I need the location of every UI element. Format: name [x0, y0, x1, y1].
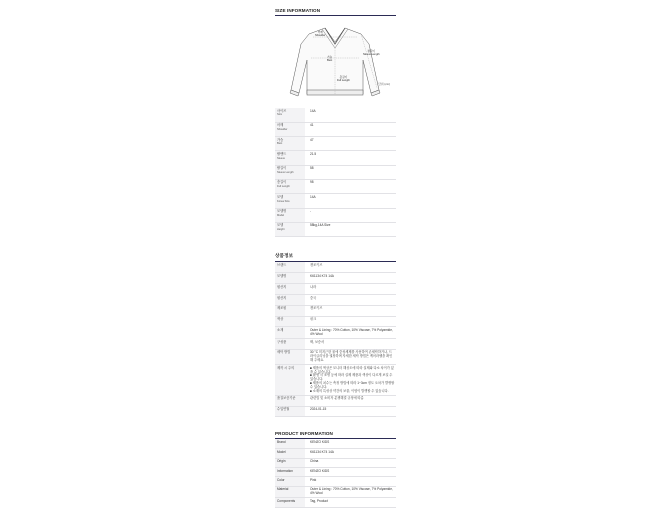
- row-label: Material: [275, 486, 305, 498]
- table-row: [275, 458, 396, 467]
- row-value: 택, 보증서: [310, 339, 325, 344]
- table-row: [275, 262, 396, 273]
- row-value: 58: [310, 166, 314, 171]
- row-value: 30 °C 미지근한 물에 중성세제를 사용하여 손세탁하거나, 드라이클리닝을 권장하며 자세한 세탁 방법은 케어라벨을 확인해 주세요.: [310, 350, 393, 362]
- row-value: 58kg,14A Size: [310, 223, 331, 228]
- row-label-ko: 팔길이: [277, 166, 287, 171]
- table-row: [275, 222, 396, 236]
- row-label: [275, 137, 305, 151]
- row-label-en: Height: [277, 228, 285, 232]
- sweater-diagram: [275, 20, 396, 104]
- table-row: [275, 477, 396, 486]
- row-value: ■ 제품의 색상은 모니터 해상도에 따라 실제와 다소 차이가 있을 수 있습니다. ■ 촬영 시 조명 등에 따라 실제 제품과 색상이 다르게 보일 수 있습니다. ■ 제품의 치수는 측정 방법에 따라 1~3cm 정도 오차가 발생할 수 있습니다. ■ 소재의 특성상 약간의 보풀, 이염이 발생할 수 있습니다.: [310, 365, 395, 393]
- row-value: Tag, Product: [310, 498, 328, 503]
- row-label-ko: 어깨: [277, 123, 284, 128]
- row-value: 2024-01-15: [310, 407, 327, 412]
- row-value: 41: [310, 123, 314, 128]
- row-value: Outer & Lining : 70% Cotton, 10% Viscose, 7% Polyamide, 4% Wool: [310, 327, 393, 336]
- row-value: 47: [310, 137, 314, 142]
- size-info-title: SIZE INFORMATION: [275, 0, 396, 16]
- table-row: [275, 349, 396, 364]
- table-row: [275, 194, 396, 208]
- row-value: 핑크: [310, 317, 317, 322]
- row-label: 제조원: [275, 305, 305, 316]
- table-row: [275, 273, 396, 284]
- row-value: 관련법 및 소비자 분쟁해결 규정에 따름: [310, 396, 364, 401]
- row-label-en: Shoulder: [277, 128, 288, 132]
- table-row: [275, 395, 396, 406]
- row-label: Brand: [275, 439, 305, 448]
- table-row: [275, 284, 396, 295]
- table-row: [275, 316, 396, 327]
- row-label: [275, 222, 305, 236]
- product-info-en-title: PRODUCT INFORMATION: [275, 423, 396, 439]
- table-row: [275, 295, 396, 306]
- table-row: [275, 498, 396, 507]
- row-value: KENZO KIDS: [310, 468, 330, 473]
- row-label-ko: 모델: [277, 194, 284, 199]
- row-label: 제작 시 주의: [275, 365, 305, 396]
- row-value: 21.5: [310, 151, 317, 156]
- row-value: KENZO KIDS: [310, 439, 330, 444]
- row-value: 겐조키즈: [310, 262, 323, 267]
- row-label: 세탁 방법: [275, 349, 305, 364]
- table-row: [275, 165, 396, 179]
- chest-label: 가슴 Bust: [327, 56, 333, 62]
- row-label-ko: 가슴: [277, 137, 284, 142]
- row-value: 14A: [310, 194, 316, 199]
- row-label: [275, 151, 305, 165]
- table-row: [275, 179, 396, 193]
- row-value: -: [310, 209, 312, 214]
- row-label-en: Full Length: [277, 185, 290, 189]
- table-row: [275, 486, 396, 498]
- row-value: 중국: [310, 295, 317, 300]
- table-row: [275, 208, 396, 222]
- row-value: 겐조키즈: [310, 306, 323, 311]
- row-label-en: Sleeve: [277, 156, 285, 160]
- row-label-en: Size: [277, 113, 283, 117]
- row-label: 원산지: [275, 295, 305, 306]
- table-row: [275, 137, 396, 151]
- shoulder-label: 어깨 Shoulder: [315, 31, 326, 37]
- product-info-en-table: [275, 439, 396, 507]
- row-label: Origin: [275, 458, 305, 467]
- row-label: 원산지: [275, 284, 305, 295]
- row-label-ko: 모델명: [277, 209, 287, 214]
- row-value: 98: [310, 180, 314, 185]
- row-label: Information: [275, 468, 305, 477]
- row-label-en: Sleeve Length: [277, 170, 294, 174]
- row-label: [275, 179, 305, 193]
- row-label-en: Bust: [277, 142, 283, 146]
- row-value: Outer & Lining : 70% Cotton, 10% Viscose, 7% Polyamide, 4% Wool: [310, 487, 393, 496]
- row-value: K61134 K74 14A: [310, 273, 334, 278]
- table-row: [275, 339, 396, 350]
- table-row: [275, 305, 396, 316]
- sleeve-label: 팔길이 Sleeve Length: [363, 50, 380, 56]
- row-value: K61134 K74 14A: [310, 449, 334, 454]
- row-label: Components: [275, 498, 305, 507]
- table-row: [275, 406, 396, 417]
- table-row: [275, 449, 396, 458]
- row-value: 나라: [310, 284, 317, 289]
- row-label-ko: 사이즈: [277, 108, 287, 113]
- row-label: [275, 165, 305, 179]
- row-label: 모델명: [275, 273, 305, 284]
- table-row: [275, 151, 396, 165]
- table-row: [275, 439, 396, 448]
- row-label: [275, 194, 305, 208]
- row-label-en: Model: [277, 213, 285, 217]
- row-label: [275, 122, 305, 136]
- product-info-ko-title: 상품정보: [275, 245, 396, 262]
- table-row: [275, 327, 396, 339]
- row-label: 품질보증기준: [275, 395, 305, 406]
- full-length-label: 총길이 Full Length: [337, 76, 350, 82]
- row-label: [275, 208, 305, 222]
- size-table: [275, 108, 396, 237]
- sweater-illustration: [275, 20, 396, 104]
- row-label-ko: 모델: [277, 223, 284, 228]
- table-row: [275, 365, 396, 396]
- row-label-en: Korea Size: [277, 199, 290, 203]
- row-label: 구성품: [275, 339, 305, 350]
- row-value: 14A: [310, 108, 316, 113]
- row-label: [275, 108, 305, 122]
- row-label: 소재: [275, 327, 305, 339]
- row-label-ko: 총길이: [277, 180, 287, 185]
- table-row: [275, 468, 396, 477]
- row-value: China: [310, 459, 319, 464]
- row-label-ko: 팔밴드: [277, 151, 287, 156]
- row-label: Color: [275, 477, 305, 486]
- row-label: 브랜드: [275, 262, 305, 273]
- row-label: 색상: [275, 316, 305, 327]
- row-value: Pink: [310, 477, 317, 482]
- table-row: [275, 122, 396, 136]
- table-row: [275, 108, 396, 122]
- product-detail-column: [275, 0, 396, 508]
- product-info-ko-table: [275, 262, 396, 417]
- row-label: 수입연월: [275, 406, 305, 417]
- unit-label: 단위 (cm): [378, 82, 390, 86]
- row-label: Model: [275, 449, 305, 458]
